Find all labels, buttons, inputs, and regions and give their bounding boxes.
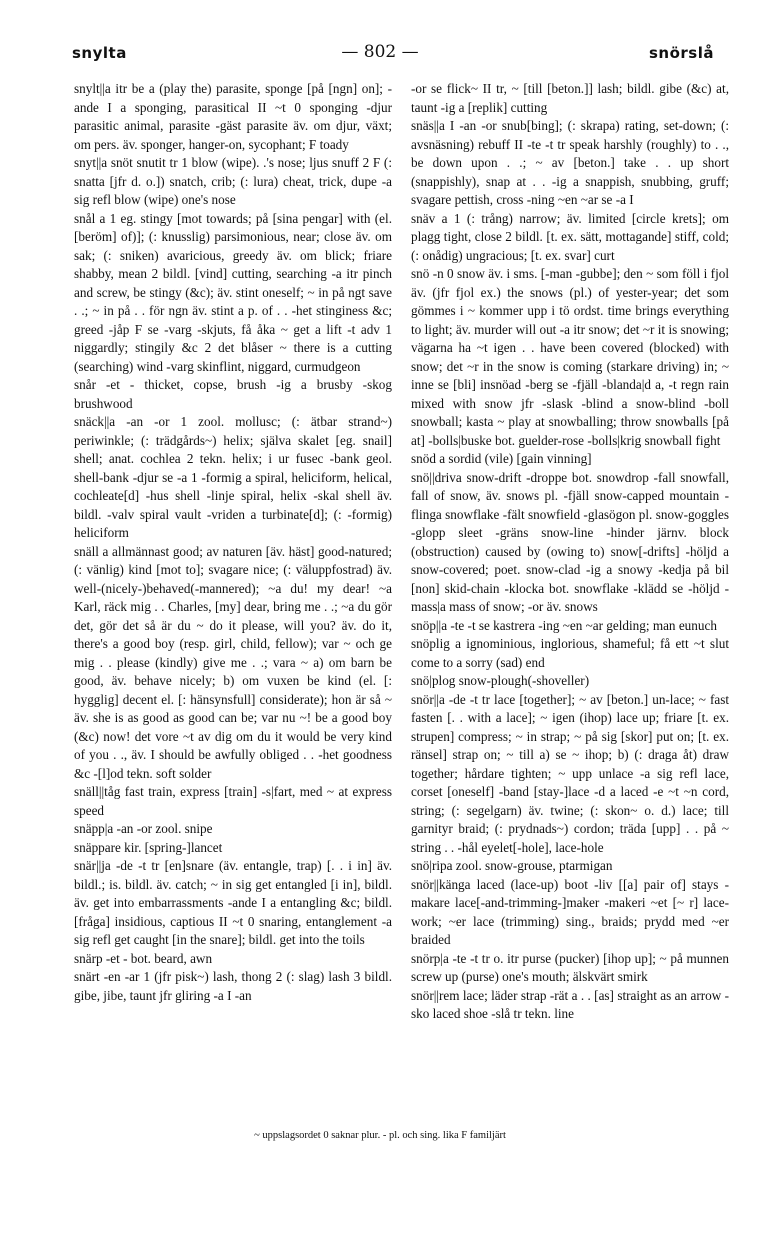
dictionary-entry: snörp|a -te -t tr o. itr purse (pucker) [ihop up]; ~ på munnen screw up (purse) one's mouth; älskvärt smirk bbox=[411, 950, 729, 984]
left-column bbox=[74, 80, 392, 1005]
running-head-last-word: snörslå bbox=[648, 44, 714, 62]
dictionary-entry: snör||a -de -t tr lace [together]; ~ av [beton.] un-lace; ~ fast fasten [. . with a lace]; ~ igen (ihop) lace up; friare [t. ex. strupen] compress; ~ in strap; ~ på sig [skor] put on; [t. ex. ränsel] strap on; ~ till a) se ~ ihop; b) (: draga åt) draw together; hårdare tighten; ~ upp unlace -a sig refl lace, corset [oneself] -band [stay-]lace -d a laced -e ~t ~n cord, string; (: segelgarn) äv. twine; (: skon~ o. d.) lace; till garnityr braid; (: prydnads~) cordon; träda [upp] . . på ~ string . . -hål eyelet[-hole], lace-hole bbox=[411, 691, 729, 855]
right-column bbox=[411, 80, 729, 1024]
dictionary-entry: snöd a sordid (vile) [gain vinning] bbox=[411, 451, 592, 466]
dictionary-entry: snö|plog snow-plough(-shoveller) bbox=[411, 673, 590, 688]
dictionary-entry: snö|ripa zool. snow-grouse, ptarmigan bbox=[411, 858, 613, 873]
abbreviation-legend: ~ uppslagsordet 0 saknar plur. - pl. och sing. lika F familjärt bbox=[254, 1130, 506, 1141]
dictionary-entry: snyt||a snöt snutit tr 1 blow (wipe). .'s nose; ljus snuff 2 F (: snatta [jfr d. o.]) snatch, crib; (: lura) cheat, trick, dupe -a sig refl blow (wipe) one's nose bbox=[74, 155, 392, 207]
dictionary-entry: snöplig a ignominious, inglorious, shameful; få ett ~t slut come to a sorry (sad) end bbox=[411, 636, 729, 670]
dictionary-entry: snäppare kir. [spring-]lancet bbox=[74, 839, 223, 855]
page-number: — 802 — bbox=[341, 42, 419, 62]
dictionary-entry: snål a 1 eg. stingy [mot towards; på [sina pengar] with (el. [beröm] of)]; (: knusslig) parsimonious, near; close äv. om sak; (: sniken) avaricious, greedy äv. om blick; friare shabby, mean 2 bildl. [vind] cutting, searching -a itr pinch and screw, be stingy (&c); äv. stint oneself; ~ in på ngt save . .; ~ in på . . för ngn äv. stint a p. of . . -het stinginess &c; greed -jåp F se -varg -skjuts, få åka ~ get a lift -t adv 1 niggardly; stingily &c 2 det blåser ~ there is a cutting (searching) wind -varg skinflint, niggard, curmudgeon bbox=[74, 210, 392, 374]
dictionary-entry: snör||känga laced (lace-up) boot -liv [[a] pair of] stays -makare lace[-and-trimming-]maker -makeri ~et [~ r] lace-work; ~er lace (trimming) sing., braids; prydd med ~er braided bbox=[411, 876, 729, 947]
dictionary-entry: snäs||a I -an -or snub[bing]; (: skrapa) rating, set-down; (: avsnäsning) rebuff II -te -t tr speak harshly (roughly) to . ., be down upon . .; ~ av [beton.] take . . up short (snappishly), snap at . . -ig a snappish, snubbing, gruff; svagare pettish, cross -ning ~en ~ar se -a I bbox=[411, 118, 729, 207]
dictionary-entry: snö -n 0 snow äv. i sms. [-man -gubbe]; den ~ som föll i fjol äv. (jfr fjol ex.) the snows (pl.) of yester-year; det som gömmes i ~ kommer upp i tö ordst. time brings everything to light; äv. murder will out -a itr snow; det ~r it is snowing; vägarna ha ~t igen . . have been covered (blocked) with snow; det ~r in the snow is coming (starkare driving) in; ~ inne se [bli] insnöad -berg se -fjäll -blanda|d a, -t regn rain mixed with snow jfr -slask -blind a snow-blind -boll snowball; kasta ~ play at snowballing; throw snowballs [på at] -bolls|buske bot. guelder-rose -bolls|krig snowball fight bbox=[411, 266, 729, 448]
dictionary-entry: snö||driva snow-drift -droppe bot. snowdrop -fall snowfall, fall of snow, äv. snows pl. -fjäll snow-capped mountain -flinga snowflake -fält snowfield -glasögon pl. snow-goggles -glopp sleet -gräns snow-line -hinder järnv. block (obstruction) caused by (owing to) snow[-drifts] -höljd a snow-covered; poet. snow-clad -ig a snowy -kedja på bil [non] skid-chain -klocka bot. snowflake -klädd se -höljd -mass|a mass of snow; -or äv. snows bbox=[411, 469, 729, 614]
dictionary-entry: snärt -en -ar 1 (jfr pisk~) lash, thong 2 (: slag) lash 3 bildl. gibe, jibe, taunt jfr gliring -a I -an bbox=[74, 969, 392, 1003]
dictionary-entry: snäll||tåg fast train, express [train] -s|fart, med ~ at express speed bbox=[74, 784, 392, 818]
dictionary-entry: snäck||a -an -or 1 zool. mollusc; (: ätbar strand~) periwinkle; (: trädgårds~) helix; själva skalet [eg. snail] shell; anat. cochlea 2 tekn. helix; i ur fusec -bank geol. shell-bank -djur se -a 1 -formig a spiral, heliciform, helical, cochleate[d] -hus shell -linje spiral, helix -skal shell äv. bildl. -valv spiral vault -vriden a turbinate[d]; (: -formig) heliciform bbox=[74, 414, 392, 540]
dictionary-entry: snäpp|a -an -or zool. snipe bbox=[74, 821, 213, 836]
dictionary-entry: snör||rem lace; läder strap -rät a . . [as] straight as an arrow -sko laced shoe -slå tr tekn. line bbox=[411, 987, 729, 1021]
dictionary-entry: snäll a allmännast good; av naturen [äv. häst] good-natured; (: vänlig) kind [mot to]; svagare nice; (: väluppfostrad) äv. well-(nicely-)behaved(-mannered); ~a du! my dear! ~a Karl, räck mig . . Charles, [my] dear, bring me . .; ~a du gör det, gör det så är du ~ do it please, will you? äv. do it, there's a good boy (resp. girl, child, fellow); var ~ och ge mig . . please (kindly) give me . .; vara ~ a) om barn be good, äv. behave nicely; b) om vuxen be kind (el. [: hygglig] decent el. [: hänsynsfull] considerate); hon är så ~ äv. she is as good as good can be; var nu ~! be a good boy (&c) now! det vore ~t av dig om du it would be very kind of you . ., äv. I should be awfully obliged . . -het goodness &c -[l]od tekn. soft solder bbox=[74, 543, 392, 781]
dictionary-entry: -or se flick~ II tr, ~ [till [beton.]] lash; bildl. gibe (&c) at, taunt -ig a [replik] cutting bbox=[411, 81, 729, 115]
dictionary-entry: snöp||a -te -t se kastrera -ing ~en ~ar gelding; man eunuch bbox=[411, 617, 717, 633]
dictionary-entry: snär||ja -de -t tr [en]snare (äv. entangle, trap) [. . i in] äv. bildl.; is. bildl. äv. catch; ~ in sig get entangled [i in], bildl. äv. get into embarrassments -ande I a entangling &c; bildl. [fråga] insidious, captious II ~t 0 snaring, entanglement -a sig refl get caught [in the snare]; bildl. get into the toils bbox=[74, 858, 392, 947]
dictionary-entry: snår -et - thicket, copse, brush -ig a brusby -skog brushwood bbox=[74, 377, 392, 411]
dictionary-entry: snylt||a itr be a (play the) parasite, sponge [på [ngn] on]; -ande I a sponging, parasitical II ~t 0 sponging -djur parasitic animal, parasite -gäst parasite äv. om djur, växt; om pers. äv. sponger, hanger-on, sycophant; F toady bbox=[74, 81, 392, 152]
dictionary-entry: snärp -et - bot. beard, awn bbox=[74, 950, 213, 966]
dictionary-entry: snäv a 1 (: trång) narrow; äv. limited [circle krets]; om plagg tight, close 2 bildl. [t. ex. sätt, mottagande] stiff, cold; (: onådig) ungracious; [t. ex. svar] curt bbox=[411, 210, 729, 263]
running-head-first-word: snylta bbox=[72, 44, 127, 62]
